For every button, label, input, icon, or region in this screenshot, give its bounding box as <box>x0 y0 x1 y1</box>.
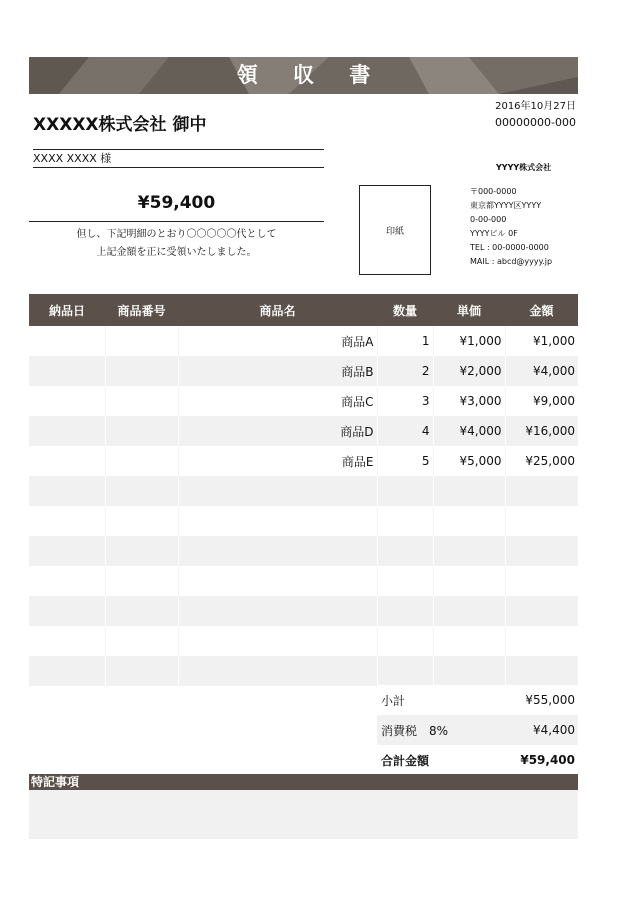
stamp-label: 印紙 <box>385 226 404 237</box>
issuer-mail: MAIL : abcd@yyyy.jp <box>470 257 553 266</box>
delivery-date-cell <box>29 416 105 446</box>
amount-cell <box>505 476 578 506</box>
table-row <box>29 476 578 506</box>
product-name-cell <box>178 536 377 566</box>
product-code-cell <box>105 326 178 356</box>
product-name-cell <box>178 566 377 596</box>
memo-line-1: 但し、下記明細のとおり〇〇〇〇〇代として <box>76 229 277 240</box>
table-header-row <box>29 294 578 326</box>
unit-price-cell <box>433 626 505 656</box>
quantity-cell <box>377 566 433 596</box>
product-name-cell: 商品A <box>178 326 377 356</box>
issuer-address-1: 東京都YYYY区YYYY <box>470 201 542 210</box>
table-row <box>29 356 578 386</box>
amount-cell <box>505 536 578 566</box>
quantity-cell <box>377 476 433 506</box>
quantity-cell: 2 <box>377 356 433 386</box>
table-row <box>29 656 578 686</box>
subtotal-row <box>377 685 578 715</box>
document-title: 領 収 書 <box>236 63 385 87</box>
table-row <box>29 446 578 476</box>
table-row <box>29 386 578 416</box>
unit-price-cell <box>433 536 505 566</box>
product-name-cell <box>178 656 377 686</box>
product-code-cell <box>105 356 178 386</box>
tax-row <box>377 715 578 745</box>
unit-price-cell <box>433 506 505 536</box>
quantity-cell <box>377 536 433 566</box>
amount-cell: ¥25,000 <box>505 446 578 476</box>
amount-cell: ¥16,000 <box>505 416 578 446</box>
col-header-amount: 金額 <box>505 294 578 326</box>
items-table <box>29 294 578 686</box>
quantity-cell <box>377 506 433 536</box>
total-row <box>377 745 578 775</box>
amount-underline <box>29 221 324 222</box>
delivery-date-cell <box>29 356 105 386</box>
recipient-person: XXXX XXXX 様 <box>33 149 324 168</box>
delivery-date-cell <box>29 446 105 476</box>
col-header-quantity: 数量 <box>377 294 433 326</box>
amount-cell: ¥4,000 <box>505 356 578 386</box>
product-code-cell <box>105 536 178 566</box>
product-name-cell <box>178 626 377 656</box>
delivery-date-cell <box>29 656 105 686</box>
unit-price-cell: ¥3,000 <box>433 386 505 416</box>
quantity-cell <box>377 596 433 626</box>
quantity-cell: 3 <box>377 386 433 416</box>
recipient-company: XXXXX株式会社 御中 <box>33 115 207 135</box>
product-name-cell <box>178 596 377 626</box>
delivery-date-cell <box>29 626 105 656</box>
product-code-cell <box>105 476 178 506</box>
amount-cell: ¥9,000 <box>505 386 578 416</box>
delivery-date-cell <box>29 566 105 596</box>
unit-price-cell <box>433 596 505 626</box>
issuer-tel: TEL : 00-0000-0000 <box>470 243 549 252</box>
table-row <box>29 626 578 656</box>
col-header-delivery-date: 納品日 <box>29 294 105 326</box>
delivery-date-cell <box>29 506 105 536</box>
table-row <box>29 566 578 596</box>
notes-area <box>29 790 578 839</box>
table-row <box>29 416 578 446</box>
quantity-cell <box>377 626 433 656</box>
product-code-cell <box>105 596 178 626</box>
unit-price-cell: ¥2,000 <box>433 356 505 386</box>
quantity-cell: 5 <box>377 446 433 476</box>
amount-cell <box>505 506 578 536</box>
amount-cell <box>505 626 578 656</box>
tax-value: ¥4,400 <box>533 723 575 737</box>
table-row <box>29 506 578 536</box>
product-code-cell <box>105 656 178 686</box>
title-banner <box>29 57 578 94</box>
issuer-company: YYYY株式会社 <box>496 163 552 172</box>
product-code-cell <box>105 506 178 536</box>
table-row <box>29 536 578 566</box>
issuer-address-2: 0-00-000 <box>470 215 507 224</box>
unit-price-cell: ¥4,000 <box>433 416 505 446</box>
issuer-building: YYYYビル 0F <box>470 229 518 238</box>
product-name-cell <box>178 476 377 506</box>
delivery-date-cell <box>29 596 105 626</box>
product-code-cell <box>105 446 178 476</box>
product-code-cell <box>105 416 178 446</box>
delivery-date-cell <box>29 536 105 566</box>
product-name-cell: 商品C <box>178 386 377 416</box>
subtotal-label: 小計 <box>381 693 406 708</box>
col-header-unit-price: 単価 <box>433 294 505 326</box>
table-row <box>29 326 578 356</box>
quantity-cell: 4 <box>377 416 433 446</box>
amount-cell <box>505 566 578 596</box>
product-name-cell: 商品B <box>178 356 377 386</box>
total-label: 合計金額 <box>381 753 430 768</box>
document-number: 00000000-000 <box>495 116 576 129</box>
product-code-cell <box>105 566 178 596</box>
quantity-cell: 1 <box>377 326 433 356</box>
notes-heading: 特記事項 <box>29 774 578 790</box>
amount-cell <box>505 596 578 626</box>
unit-price-cell: ¥1,000 <box>433 326 505 356</box>
product-name-cell: 商品E <box>178 446 377 476</box>
amount-cell <box>505 656 578 686</box>
subtotal-value: ¥55,000 <box>525 693 575 707</box>
product-code-cell <box>105 626 178 656</box>
amount-cell: ¥1,000 <box>505 326 578 356</box>
memo-line-2: 上記金額を正に受領いたしました。 <box>96 247 257 258</box>
tax-label: 消費税 8% <box>381 723 449 738</box>
product-code-cell <box>105 386 178 416</box>
quantity-cell <box>377 656 433 686</box>
col-header-product-code: 商品番号 <box>105 294 178 326</box>
unit-price-cell <box>433 476 505 506</box>
product-name-cell: 商品D <box>178 416 377 446</box>
issue-date: 2016年10月27日 <box>495 101 576 112</box>
revenue-stamp-box <box>359 185 431 275</box>
unit-price-cell <box>433 656 505 686</box>
col-header-product-name: 商品名 <box>178 294 377 326</box>
delivery-date-cell <box>29 386 105 416</box>
unit-price-cell: ¥5,000 <box>433 446 505 476</box>
total-value: ¥59,400 <box>520 753 575 767</box>
delivery-date-cell <box>29 476 105 506</box>
delivery-date-cell <box>29 326 105 356</box>
product-name-cell <box>178 506 377 536</box>
receipt-amount: ¥59,400 <box>137 193 216 213</box>
unit-price-cell <box>433 566 505 596</box>
table-row <box>29 596 578 626</box>
issuer-postal: 〒000-0000 <box>470 187 517 196</box>
